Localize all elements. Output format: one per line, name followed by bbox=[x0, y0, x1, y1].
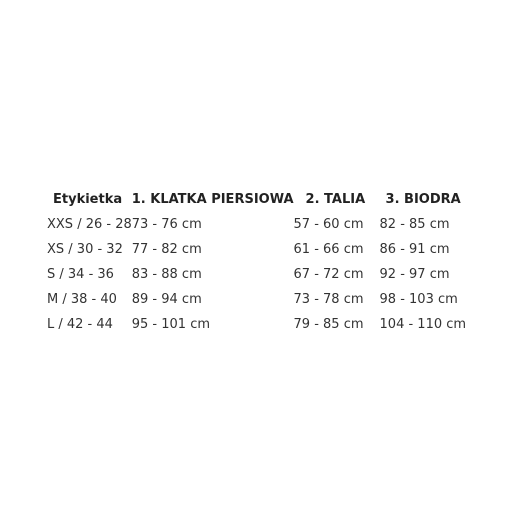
header-waist: 2. TALIA bbox=[305, 192, 366, 207]
header-chest: 1. KLATKA PIERSIOWA bbox=[131, 192, 294, 207]
table-row bbox=[45, 287, 470, 312]
cell-size-label: XXS / 26 - 28 bbox=[47, 217, 132, 232]
cell-size-label: M / 38 - 40 bbox=[47, 292, 117, 307]
cell-waist: 57 - 60 cm bbox=[293, 217, 364, 232]
cell-hips: 104 - 110 cm bbox=[379, 317, 467, 332]
cell-waist: 67 - 72 cm bbox=[293, 267, 364, 282]
table-row bbox=[45, 212, 470, 237]
cell-chest: 73 - 76 cm bbox=[131, 217, 202, 232]
cell-waist: 61 - 66 cm bbox=[293, 242, 364, 257]
table-row bbox=[45, 262, 470, 287]
cell-hips: 86 - 91 cm bbox=[379, 242, 450, 257]
cell-waist: 73 - 78 cm bbox=[293, 292, 364, 307]
cell-size-label: L / 42 - 44 bbox=[47, 317, 113, 332]
cell-chest: 83 - 88 cm bbox=[131, 267, 202, 282]
cell-chest: 95 - 101 cm bbox=[131, 317, 211, 332]
cell-size-label: XS / 30 - 32 bbox=[47, 242, 123, 257]
cell-chest: 89 - 94 cm bbox=[131, 292, 202, 307]
cell-waist: 79 - 85 cm bbox=[293, 317, 364, 332]
size-chart-table bbox=[45, 187, 470, 337]
cell-size-label: S / 34 - 36 bbox=[47, 267, 114, 282]
size-chart-header bbox=[45, 187, 470, 212]
size-chart-body bbox=[45, 212, 470, 337]
cell-hips: 92 - 97 cm bbox=[379, 267, 450, 282]
table-row bbox=[45, 312, 470, 337]
cell-hips: 98 - 103 cm bbox=[379, 292, 458, 307]
header-label: Etykietka bbox=[53, 192, 123, 207]
header-hips: 3. BIODRA bbox=[385, 192, 461, 207]
table-row bbox=[45, 237, 470, 262]
cell-chest: 77 - 82 cm bbox=[131, 242, 202, 257]
header-row bbox=[45, 187, 470, 212]
cell-hips: 82 - 85 cm bbox=[379, 217, 450, 232]
